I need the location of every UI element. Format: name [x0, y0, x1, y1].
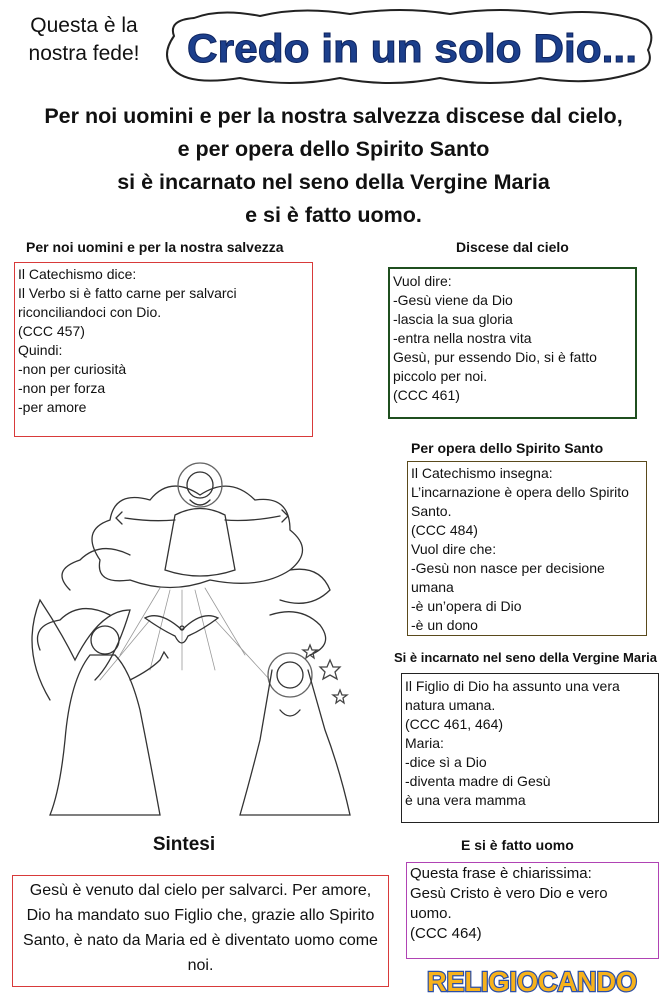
- headline-line: si è incarnato nel seno della Vergine Maria: [117, 170, 550, 194]
- box-line: -Gesù viene da Dio: [393, 292, 513, 308]
- box-line: Vuol dire che:: [411, 541, 497, 557]
- title-banner: [160, 6, 660, 86]
- jesus-figure: [116, 463, 288, 576]
- box-line: Quindi:: [18, 342, 63, 358]
- box-line: natura umana.: [405, 697, 496, 713]
- box-line: umana: [411, 579, 454, 595]
- box-line: (CCC 464): [410, 925, 482, 942]
- box-line: -Gesù non nasce per decisione: [411, 560, 605, 576]
- annunciation-illustration: [10, 440, 355, 825]
- box-line: Gesù Cristo è vero Dio e vero: [410, 885, 608, 902]
- section-title-uomo: E si è fatto uomo: [461, 837, 574, 853]
- angel-figure: [32, 600, 168, 815]
- section-title-spirito: Per opera dello Spirito Santo: [411, 440, 604, 456]
- box-line: Il Figlio di Dio ha assunto una vera: [405, 678, 620, 694]
- headline-line: e si è fatto uomo.: [245, 203, 422, 227]
- box-line: -entra nella nostra vita: [393, 330, 532, 346]
- box-line: Santo.: [411, 503, 452, 519]
- box-line: piccolo per noi.: [393, 368, 488, 384]
- box-line: -diventa madre di Gesù: [405, 773, 551, 789]
- banner-title: Credo in un solo Dio...: [187, 27, 637, 71]
- box-line: (CCC 461, 464): [405, 716, 504, 732]
- box-line: -non per curiosità: [18, 361, 127, 377]
- section-title-salvezza: Per noi uomini e per la nostra salvezza: [26, 239, 284, 255]
- headline-line: Per noi uomini e per la nostra salvezza discese dal cielo,: [44, 104, 623, 128]
- box-line: -è un dono: [411, 617, 478, 633]
- box-uomo: [406, 862, 659, 959]
- box-cielo: [388, 267, 637, 419]
- box-line: (CCC 457): [18, 323, 85, 339]
- intro-text: [14, 12, 154, 68]
- religiocando-logo: [423, 960, 641, 1000]
- intro-line: Questa è la: [30, 14, 138, 37]
- box-line: -è un’opera di Dio: [411, 598, 522, 614]
- box-line: Il Catechismo insegna:: [411, 465, 553, 481]
- box-line: Questa frase è chiarissima:: [410, 865, 592, 882]
- box-line: L’incarnazione è opera dello Spirito: [411, 484, 629, 500]
- box-line: (CCC 461): [393, 387, 460, 403]
- logo-text: RELIGIOCANDO: [427, 966, 637, 997]
- box-line: Il Verbo si è fatto carne per salvarci: [18, 285, 237, 301]
- box-line: Vuol dire:: [393, 273, 452, 289]
- box-line: -lascia la sua gloria: [393, 311, 513, 327]
- box-maria: [401, 673, 659, 823]
- box-line: -dice sì a Dio: [405, 754, 487, 770]
- box-salvezza: [14, 262, 313, 437]
- box-line: riconciliandoci con Dio.: [18, 304, 162, 320]
- box-line: (CCC 484): [411, 522, 478, 538]
- box-spirito: [407, 461, 647, 636]
- box-line: Gesù, pur essendo Dio, si è fatto: [393, 349, 597, 365]
- box-line: uomo.: [410, 905, 452, 922]
- box-line: -per amore: [18, 399, 87, 415]
- headline-line: e per opera dello Spirito Santo: [177, 137, 490, 161]
- sintesi-box: Gesù è venuto dal cielo per salvarci. Per amore, Dio ha mandato suo Figlio che, grazie allo Spirito Santo, è nato da Maria ed è diventato uomo come noi.: [12, 875, 389, 987]
- box-line: è una vera mamma: [405, 792, 526, 808]
- section-title-cielo: Discese dal cielo: [456, 239, 569, 255]
- box-line: Il Catechismo dice:: [18, 266, 137, 282]
- box-line: Maria:: [405, 735, 444, 751]
- section-title-maria: Si è incarnato nel seno della Vergine Maria: [394, 650, 657, 665]
- box-line: -non per forza: [18, 380, 106, 396]
- intro-line: nostra fede!: [28, 42, 140, 65]
- sintesi-title: Sintesi: [152, 834, 216, 855]
- light-rays: [100, 588, 270, 680]
- headline: [0, 100, 667, 232]
